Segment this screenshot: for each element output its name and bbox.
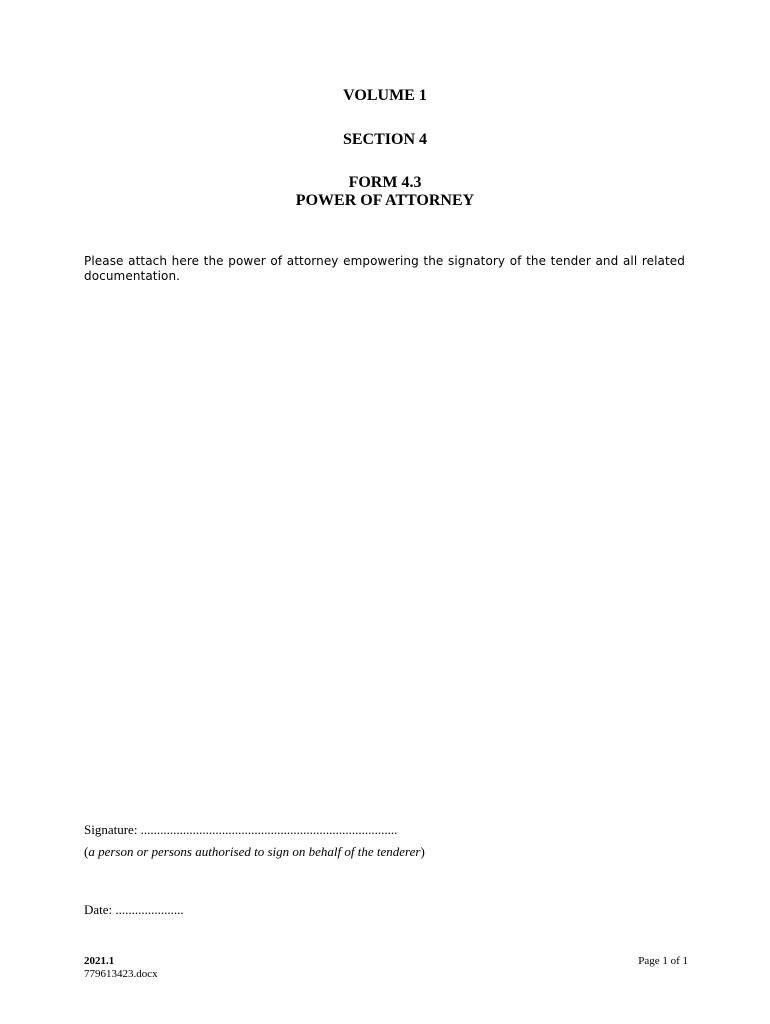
form-number-heading: FORM 4.3 — [348, 174, 422, 191]
footer-filename: 779613423.docx — [84, 968, 158, 980]
instruction-paragraph: Please attach here the power of attorney empowering the signatory of the tender and all related documentation. — [84, 254, 685, 283]
form-title-heading: POWER OF ATTORNEY — [295, 192, 475, 209]
section-heading: SECTION 4 — [342, 131, 428, 148]
footer-page-number: Page 1 of 1 — [638, 955, 688, 967]
signature-note-text: a person or persons authorised to sign on behalf of the tenderer — [88, 844, 421, 859]
signature-note-open: ( — [84, 844, 89, 859]
volume-heading: VOLUME 1 — [343, 87, 427, 104]
signature-line: Signature: ............................................................................... — [84, 822, 398, 837]
signature-note-close: ) — [420, 844, 425, 859]
date-line: Date: ..................... — [84, 902, 184, 917]
signature-note — [84, 844, 425, 860]
footer-version: 2021.1 — [84, 955, 115, 967]
